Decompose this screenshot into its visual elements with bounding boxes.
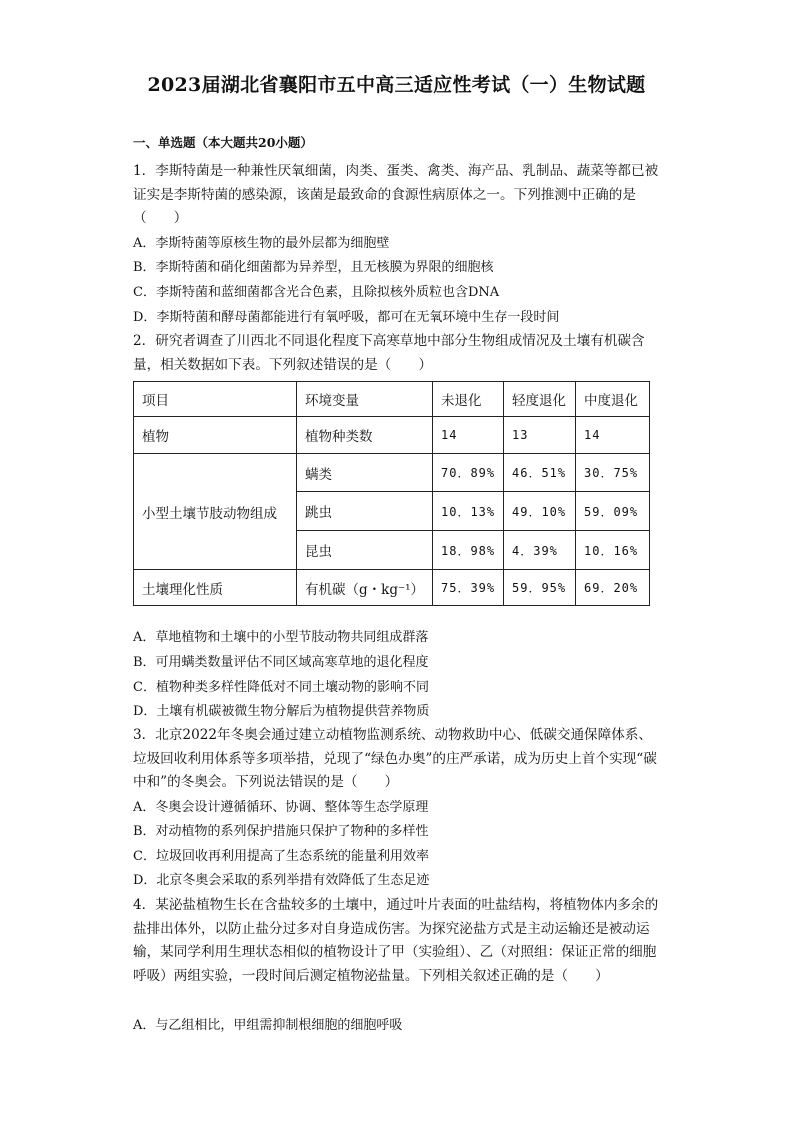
q2-option-b: B．可用螨类数量评估不同区域高寒草地的退化程度 [133, 655, 429, 670]
table-cell: 有机碳（g・kg⁻¹） [297, 570, 433, 606]
table-cell: 14 [433, 417, 504, 454]
table-row [134, 417, 650, 454]
q1-option-b: B．李斯特菌和硝化细菌都为异养型，且无核膜为界限的细胞核 [133, 260, 494, 275]
table-cell: 69．20% [576, 570, 650, 606]
table-row [134, 454, 650, 492]
table-cell: 10．13% [433, 492, 504, 531]
table-header: 未退化 [433, 382, 504, 417]
table-cell: 18．98% [433, 531, 504, 570]
page-title: 2023届湖北省襄阳市五中高三适应性考试（一）生物试题 [147, 74, 646, 96]
q2-option-d: D．土壤有机碳被微生物分解后为植物提供营养物质 [133, 704, 430, 719]
table-cell: 75．39% [433, 570, 504, 606]
table-cell: 植物种类数 [297, 417, 433, 454]
q1-option-c: C．李斯特菌和蓝细菌都含光合色素，且除拟核外质粒也含DNA [133, 285, 500, 300]
table-cell: 昆虫 [297, 531, 433, 570]
q1-option-d: D．李斯特菌和酵母菌都能进行有氧呼吸，都可在无氧环境中生存一段时间 [133, 310, 560, 325]
table-header: 环境变量 [297, 382, 433, 417]
q3-stem: 3．北京2022年冬奥会通过建立动植物监测系统、动物救助中心、低碳交通保障体系、垃圾回收利用体系等多项举措，兑现了“绿色办奥”的庄严承诺，成为历史上首个实现“碳中和”的冬奥会。下列说法错误的是（ ） [133, 727, 657, 790]
table-header: 项目 [134, 382, 297, 417]
q2-option-a: A．草地植物和土壤中的小型节肢动物共同组成群落 [133, 630, 429, 645]
q4-stem: 4．某泌盐植物生长在含盐较多的土壤中，通过叶片表面的吐盐结构，将植物体内多余的盐排出体外，以防止盐分过多对自身造成伤害。为探究泌盐方式是主动运输还是被动运输，某同学利用生理状态相似的植物设计了甲（实验组）、乙（对照组：保证正常的细胞呼吸）两组实验，一段时间后测定植物泌盐量。下列相关叙述正确的是（ ） [133, 897, 659, 984]
table-cell: 10．16% [576, 531, 650, 570]
q3-option-c: C．垃圾回收再利用提高了生态系统的能量利用效率 [133, 849, 429, 864]
table-cell: 70．89% [433, 454, 504, 492]
q1-option-a: A．李斯特菌等原核生物的最外层都为细胞壁 [133, 236, 390, 251]
table-header-row [134, 382, 650, 417]
table-cell: 59．09% [576, 492, 650, 531]
q2-option-c: C．植物种类多样性降低对不同土壤动物的影响不同 [133, 680, 429, 695]
q3-option-a: A．冬奥会设计遵循循环、协调、整体等生态学原理 [133, 800, 429, 815]
data-table [133, 381, 650, 606]
table-row [134, 570, 650, 606]
section-heading: 一、单选题（本大题共20小题） [133, 135, 313, 150]
table-cell: 14 [576, 417, 650, 454]
q2-stem: 2．研究者调查了川西北不同退化程度下高寒草地中部分生物组成情况及土壤有机碳含量，相关数据如下表。下列叙述错误的是（ ） [133, 333, 645, 373]
table-cell: 小型土壤节肢动物组成 [134, 454, 297, 570]
table-header: 中度退化 [576, 382, 650, 417]
table-cell: 30．75% [576, 454, 650, 492]
table-cell: 植物 [134, 417, 297, 454]
table-cell: 59．95% [504, 570, 576, 606]
table-cell: 土壤理化性质 [134, 570, 297, 606]
q1-stem: 1．李斯特菌是一种兼性厌氧细菌，肉类、蛋类、禽类、海产品、乳制品、蔬菜等都已被证实是李斯特菌的感染源，该菌是最致命的食源性病原体之一。下列推测中正确的是（ ） [133, 163, 659, 226]
table-cell: 13 [504, 417, 576, 454]
table-cell: 46．51% [504, 454, 576, 492]
q3-option-d: D．北京冬奥会采取的系列举措有效降低了生态足迹 [133, 873, 430, 888]
table-cell: 跳虫 [297, 492, 433, 531]
q4-option-a: A．与乙组相比，甲组需抑制根细胞的细胞呼吸 [133, 1018, 403, 1033]
table-cell: 螨类 [297, 454, 433, 492]
table-cell: 49．10% [504, 492, 576, 531]
q3-option-b: B．对动植物的系列保护措施只保护了物种的多样性 [133, 824, 429, 839]
table-header: 轻度退化 [504, 382, 576, 417]
table-cell: 4．39% [504, 531, 576, 570]
